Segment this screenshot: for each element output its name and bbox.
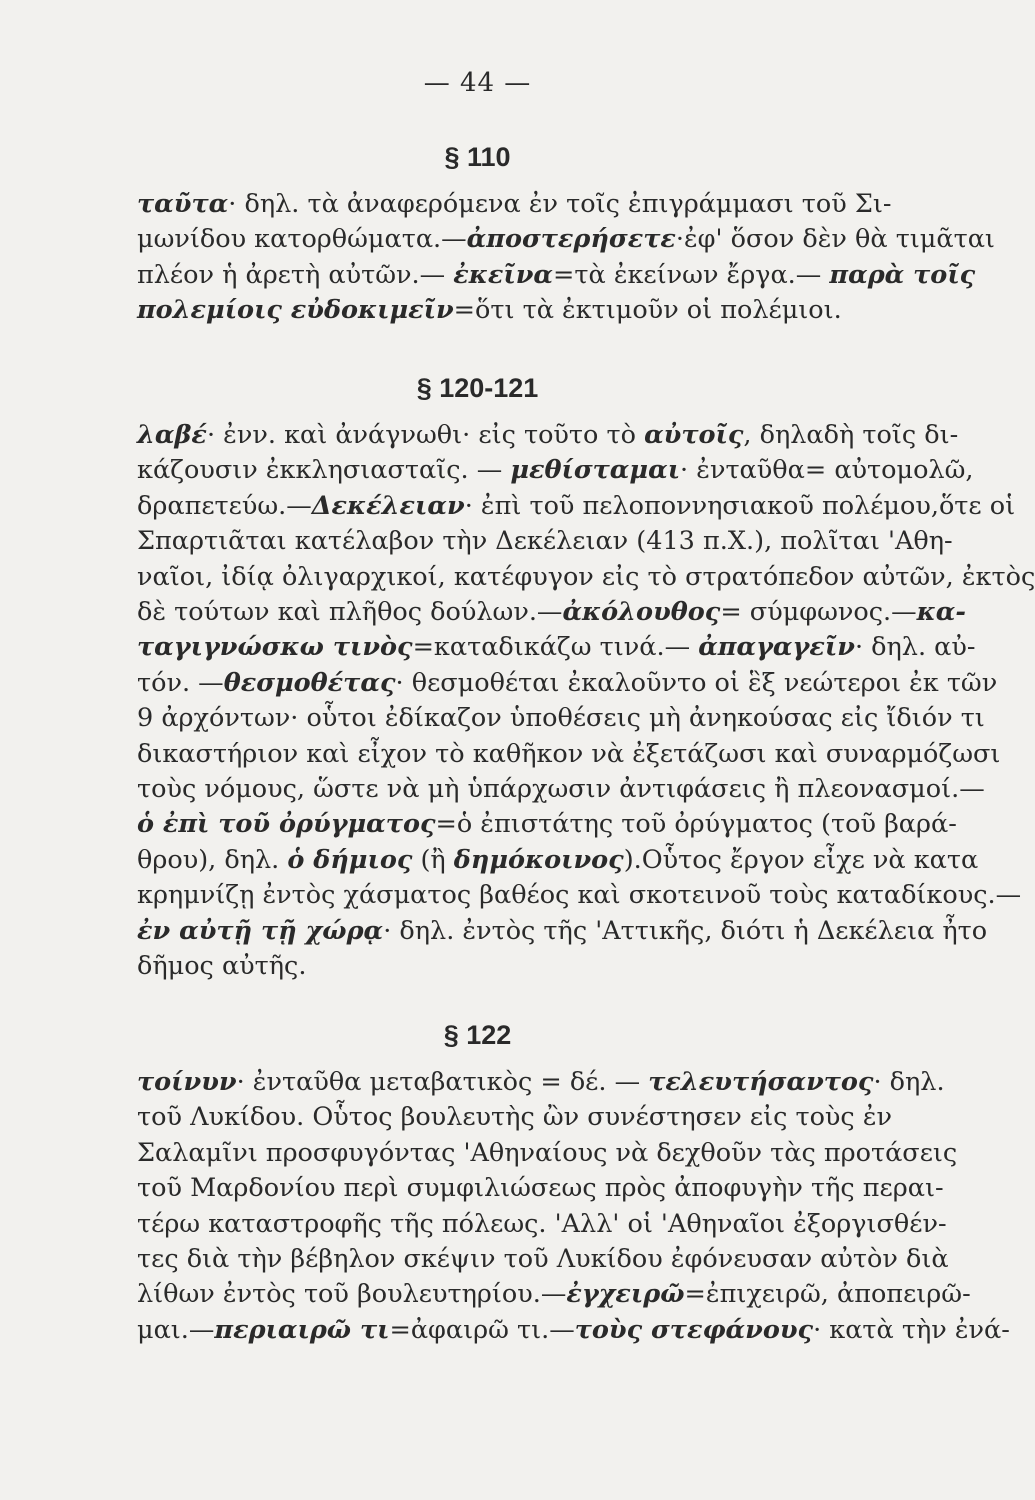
gloss-text: πλέον ἡ ἀρετὴ αὐτῶν.— (137, 259, 454, 290)
gloss-text: τες διὰ τὴν βέβηλον σκέψιν τοῦ Λυκίδου ἐφόνευσαν αὐτὸν διὰ (137, 1244, 949, 1274)
gloss-text: =τὰ ἐκείνων ἔργα.— (553, 259, 830, 290)
lemma-term: τελευτήσαντος (648, 1067, 874, 1097)
lemma-term: δημόκοινος (453, 844, 624, 875)
gloss-text: · θεσμοθέται ἐκαλοῦντο οἱ ἓξ νεώτεροι ἐκ τῶν (395, 667, 998, 698)
lemma-term: πολεμίοις εὐδοκιμεῖν (137, 295, 454, 326)
lemma-term: Δεκέλειαν (311, 490, 465, 521)
section-heading: § 122 (443, 1020, 512, 1050)
gloss-text: =ὅτι τὰ ἐκτιμοῦν οἱ πολέμιοι. (453, 295, 842, 326)
text-line (137, 560, 1035, 594)
gloss-text: δραπετεύω.— (137, 490, 312, 521)
text-line (137, 595, 966, 629)
text-line (137, 1171, 944, 1205)
text-line (137, 453, 974, 487)
gloss-text: =ἐπιχειρῶ, ἀποπειρῶ- (684, 1279, 971, 1310)
gloss-text: 9 ἀρχόντων· οὗτοι ἐδίκαζον ὑποθέσεις μὴ ἀνηκούσας εἰς ἴδιόν τι (137, 703, 985, 734)
gloss-text: Σαλαμῖνι προσφυγόντας 'Αθηναίους νὰ δεχθοῦν τὰς προτάσεις (137, 1137, 958, 1168)
text-line (137, 1242, 949, 1276)
section-heading: § 120-121 (416, 373, 539, 403)
text-line (137, 418, 959, 452)
gloss-text: μαι.— (137, 1314, 215, 1345)
gloss-text: λίθων ἐντὸς τοῦ βουλευτηρίου.— (137, 1279, 567, 1310)
gloss-text: τέρω καταστροφῆς τῆς πόλεως. 'Αλλ' οἱ 'Αθηναῖοι ἐξοργισθέν- (137, 1208, 947, 1239)
gloss-text: δικαστήριον καὶ εἶχον τὸ καθῆκον νὰ ἐξετάζωσι καὶ συναρμόζωσι (137, 738, 1001, 769)
gloss-text: = σύμφωνος.— (720, 597, 917, 627)
gloss-text: Σπαρτιᾶται κατέλαβον τὴν Δεκέλειαν (413 π.Χ.), πολῖται 'Αθη- (137, 526, 953, 557)
text-line (137, 807, 957, 841)
text-line (137, 878, 1022, 912)
gloss-text: · δηλ. ἐντὸς τῆς 'Αττικῆς, διότι ἡ Δεκέλεια ἦτο (383, 915, 988, 946)
gloss-text: , δηλαδὴ τοῖς δι- (743, 420, 959, 450)
gloss-text: θρου), δηλ. (137, 844, 288, 875)
gloss-text: (ἢ (412, 844, 454, 875)
gloss-text: · δηλ. (873, 1067, 945, 1097)
text-line (137, 293, 882, 327)
lemma-term: τοὺς στεφάνους (574, 1314, 814, 1345)
lemma-term: ταγιγνώσκω τινὸς (137, 632, 413, 663)
gloss-text: · δηλ. αὐ- (854, 632, 976, 663)
lemma-term: ἀποστερήσετε (466, 224, 676, 255)
gloss-text: · ἐπὶ τοῦ πελοποννησιακοῦ πολέμου,ὅτε οἱ (464, 490, 1016, 521)
gloss-text: · κατὰ τὴν ἐνά- (813, 1314, 1010, 1345)
lemma-term: περιαιρῶ τι (214, 1314, 390, 1345)
gloss-text: μωνίδου κατορθώματα.— (137, 224, 467, 255)
gloss-text: τοὺς νόμους, ὥστε νὰ μὴ ὑπάρχωσιν ἀντιφάσεις ἢ πλεονασμοί.— (137, 774, 985, 804)
text-line (137, 1136, 958, 1170)
text-line (137, 1100, 893, 1134)
text-line (137, 701, 985, 735)
text-line (137, 666, 998, 700)
lemma-term: ὁ ἐπὶ τοῦ ὀρύγματος (137, 809, 436, 840)
gloss-text: κρημνίζῃ ἐντὸς χάσματος βαθέος καὶ σκοτεινοῦ τοὺς καταδίκους.— (137, 880, 1022, 911)
gloss-text: =καταδικάζω τινά.— (412, 632, 699, 663)
gloss-text: δὲ τούτων καὶ πλῆθος δούλων.— (137, 597, 563, 627)
text-line (137, 949, 882, 983)
page-number: — 44 — (423, 68, 532, 98)
text-line (137, 222, 995, 256)
text-line (137, 258, 976, 292)
lemma-term: τοίνυν (137, 1067, 237, 1097)
lemma-term: ὁ δήμιος (287, 844, 413, 875)
gloss-text: =ὁ ἐπιστάτης τοῦ ὀρύγματος (τοῦ βαρά- (435, 809, 957, 840)
gloss-text: κάζουσιν ἐκκλησιασταῖς. — (137, 455, 511, 486)
gloss-text: =ἀφαιρῶ τι.— (389, 1314, 575, 1345)
gloss-text: · δηλ. τὰ ἀναφερόμενα ἐν τοῖς ἐπιγράμμασι τοῦ Σι- (228, 189, 892, 219)
gloss-text: · ἐνν. καὶ ἀνάγνωθι· εἰς τοῦτο τὸ (206, 420, 645, 450)
lemma-term: μεθίσταμαι (510, 455, 681, 486)
text-line (137, 187, 892, 221)
text-line (137, 524, 953, 558)
gloss-text: ναῖοι, ἰδίᾳ ὀλιγαρχικοί, κατέφυγον εἰς τὸ στρατόπεδον αὐτῶν, ἐκτὸς (137, 561, 1035, 592)
lemma-term: λαβέ (137, 420, 207, 450)
text-line (137, 1207, 947, 1241)
gloss-text: δῆμος αὐτῆς. (137, 951, 307, 981)
lemma-term: ἀκόλουθος (562, 597, 721, 627)
gloss-text: ·ἐφ' ὅσον δὲν θὰ τιμᾶται (675, 224, 995, 255)
lemma-term: ἀπαγαγεῖν (698, 632, 855, 663)
gloss-text: τοῦ Μαρδονίου περὶ συμφιλιώσεως πρὸς ἀποφυγὴν τῆς περαι- (137, 1173, 944, 1204)
lemma-term: ἐγχειρῶ (566, 1279, 685, 1310)
lemma-term: ταῦτα (137, 189, 229, 219)
lemma-term: κα- (916, 597, 966, 627)
lemma-term: αὐτοῖς (644, 420, 744, 450)
gloss-text: τόν. — (137, 667, 224, 698)
gloss-text: · ἐνταῦθα μεταβατικὸς = δέ. — (236, 1067, 649, 1097)
lemma-term: θεσμοθέτας (223, 667, 396, 698)
section-heading: § 110 (444, 142, 511, 172)
gloss-text: ).Οὗτος ἔργον εἶχε νὰ κατα (623, 844, 979, 875)
gloss-text: τοῦ Λυκίδου. Οὗτος βουλευτὴς ὢν συνέστησεν εἰς τοὺς ἐν (137, 1102, 893, 1133)
text-line (137, 914, 988, 948)
gloss-text: · ἐνταῦθα= αὐτομολῶ, (680, 455, 974, 486)
lemma-term: παρὰ τοῖς (829, 259, 976, 290)
lemma-term: ἐκεῖνα (453, 259, 554, 290)
text-line (137, 1277, 971, 1311)
text-line (137, 489, 1016, 523)
text-line (137, 843, 979, 877)
text-line (137, 1065, 945, 1099)
text-line (137, 630, 976, 664)
text-line (137, 737, 1001, 771)
text-line (137, 772, 985, 806)
text-line (137, 1313, 1010, 1347)
lemma-term: ἐν αὐτῇ τῇ χώρᾳ (137, 915, 384, 946)
